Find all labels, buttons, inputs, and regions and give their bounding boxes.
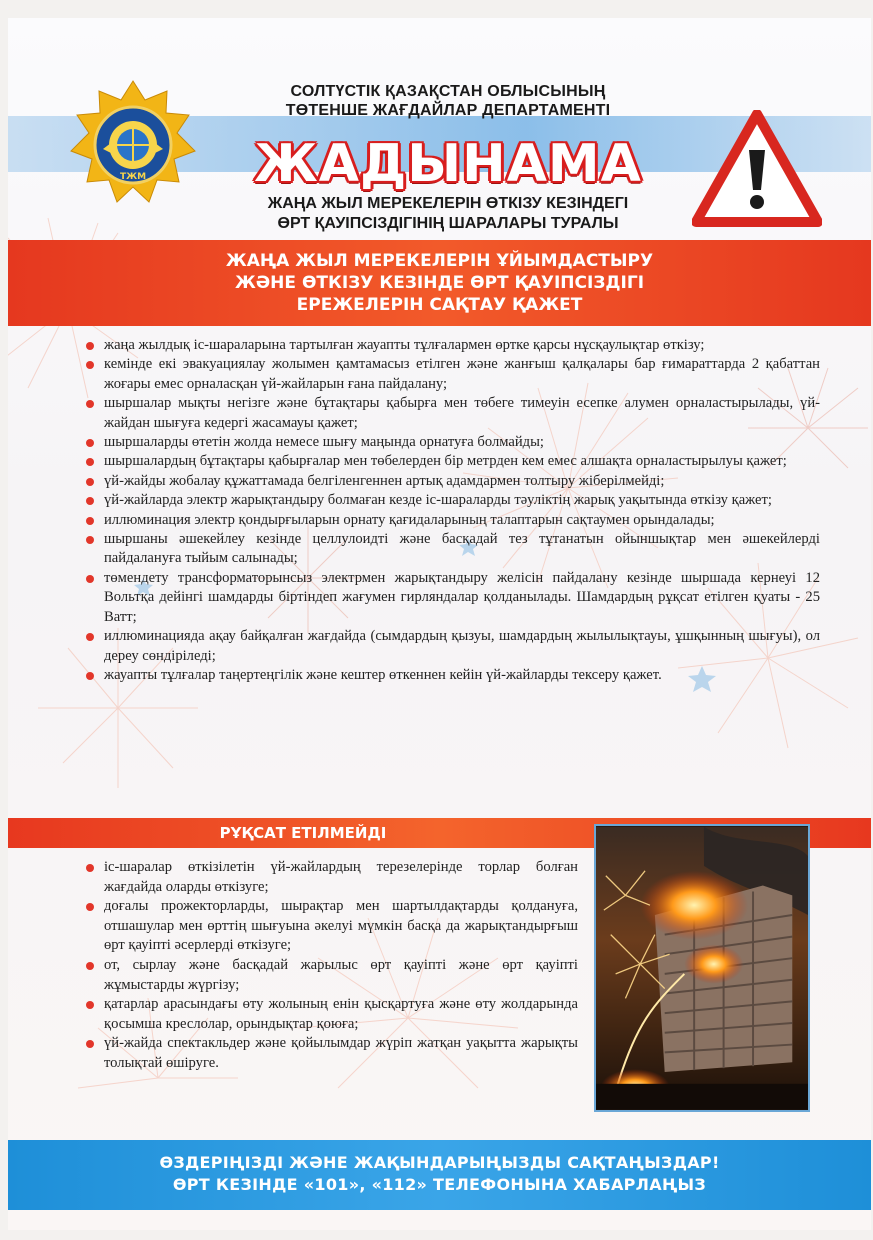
bullet-dot — [86, 497, 94, 505]
bullet-dot — [86, 439, 94, 447]
rule-text: шыршаларды өтетін жолда немесе шығу маңында орнатуға болмайды; — [104, 434, 544, 451]
bullet-dot — [86, 400, 94, 408]
rule-text: иллюминацияда ақау байқалған жағдайда (сымдардың қызуы, шамдардың жылылықтауы, ұшқынның шығуы), ол дереу сөндіріледі; — [104, 628, 820, 664]
forbidden-text: доғалы прожекторларды, шырақтар мен шартылдақтарды қолдануға, отшашулар мен өрттің шығуына әкелуі мүмкін басқа да жарықтандырғыш өрт қауіпті әсерлерді өткізуге; — [104, 898, 578, 954]
rules-banner-line-3: ЕРЕЖЕЛЕРІН САҚТАУ ҚАЖЕТ — [296, 295, 583, 315]
rule-item — [86, 452, 820, 471]
rule-item — [86, 472, 820, 491]
rule-text: шыршалардың бұтақтары қабырғалар мен төбелерден бір метрден кем емес алшақта орналастырылуы қажет; — [104, 453, 787, 470]
forbidden-item — [86, 1034, 578, 1073]
rule-item — [86, 491, 820, 510]
bullet-dot — [86, 1040, 94, 1048]
bullet-dot — [86, 1001, 94, 1009]
leaflet-page — [8, 18, 871, 1230]
department-heading — [218, 82, 678, 120]
forbidden-item — [86, 956, 578, 995]
bullet-dot — [86, 458, 94, 466]
rules-banner — [8, 240, 871, 326]
rule-text: кемінде екі эвакуациялау жолымен қамтамасыз етілген және жанғыш қалқалары бар ғимараттарда 2 қабаттан жоғары емес орналасқан үй-жайларын ғана пайдалану; — [104, 356, 820, 392]
memo-subtitle — [218, 194, 678, 234]
forbidden-title: РҰҚСАТ ЕТІЛМЕЙДІ — [219, 824, 387, 842]
bullet-dot — [86, 633, 94, 641]
bullet-dot — [86, 361, 94, 369]
subtitle-line-2: ӨРТ ҚАУІПСІЗДІГІНІҢ ШАРАЛАРЫ ТУРАЛЫ — [277, 215, 619, 232]
rule-item — [86, 511, 820, 530]
rule-text: үй-жайларда электр жарықтандыру болмаған кезде іс-шараларды тәуліктің жарық уақытында өткізу қажет; — [104, 492, 772, 509]
bullet-dot — [86, 517, 94, 525]
forbidden-text: үй-жайда спектакльдер және қойылымдар жүріп жатқан уақытта жарықты толықтай өшіруге. — [104, 1035, 578, 1071]
warning-sign-icon — [692, 110, 822, 228]
rules-banner-line-2: ЖӘНЕ ӨТКІЗУ КЕЗІНДЕ ӨРТ ҚАУІПСІЗДІГІ — [234, 273, 645, 293]
rule-item — [86, 530, 820, 569]
footer-text — [8, 1152, 871, 1196]
emblem-text: ТЖМ — [119, 172, 147, 182]
bullet-dot — [86, 864, 94, 872]
bullet-dot — [86, 536, 94, 544]
burning-building-photo — [594, 824, 810, 1112]
bullet-dot — [86, 478, 94, 486]
rule-item — [86, 355, 820, 394]
bullet-dot — [86, 342, 94, 350]
forbidden-item — [86, 897, 578, 956]
rule-item — [86, 627, 820, 666]
rule-text: иллюминация электр қондырғыларын орнату қағидаларының талаптарын сақтаумен орындалады; — [104, 511, 715, 528]
rule-item — [86, 336, 820, 355]
rule-item — [86, 394, 820, 433]
rule-item — [86, 666, 820, 685]
rule-text: төмендету трансформаторынсыз электрмен жарықтандыру желісін пайдалану кезінде шыршада кернеуі 12 Вольтқа дейінгі шамдарды біртіндеп жағумен гирляндалар қолданылады. Шамдардың рұқсат етілген қуаты - 25 Ватт; — [104, 569, 820, 625]
footer-line-1: ӨЗДЕРІҢІЗДІ ЖӘНЕ ЖАҚЫНДАРЫҢЫЗДЫ САҚТАҢЫЗДАР! — [159, 1153, 720, 1172]
rule-text: шыршалар мықты негізге және бұтақтары қабырға мен төбеге тимеуін есепке алумен орналастырылады, үй-жайдан шығуға кедергі жасамауы қажет; — [104, 395, 820, 431]
subtitle-line-1: ЖАҢА ЖЫЛ МЕРЕКЕЛЕРІН ӨТКІЗУ КЕЗІНДЕГІ — [267, 195, 629, 212]
rule-text: шыршаны әшекейлеу кезінде целлулоидті және басқадай тез тұтанатын ойыншықтар мен әшекейлерді пайдалануға тыйым салынады; — [104, 531, 820, 567]
rules-banner-line-1: ЖАҢА ЖЫЛ МЕРЕКЕЛЕРІН ҰЙЫМДАСТЫРУ — [225, 251, 654, 271]
memo-title: ЖАДЫНАМА — [254, 134, 642, 194]
rules-list — [86, 336, 820, 685]
forbidden-text: от, сырлау және басқадай жарылыс өрт қауіпті және өрт қауіпті жұмыстарды жүргізу; — [104, 956, 578, 993]
bullet-dot — [86, 575, 94, 583]
footer-line-2: ӨРТ КЕЗІНДЕ «101», «112» ТЕЛЕФОНЫНА ХАБАРЛАҢЫЗ — [172, 1175, 707, 1194]
forbidden-list — [86, 858, 578, 1074]
rule-item — [86, 569, 820, 627]
rule-text: жаңа жылдық іс-шараларына тартылған жауапты тұлғалармен өртке қарсы нұсқаулықтар өткізу; — [104, 337, 705, 353]
rule-item — [86, 433, 820, 452]
rules-banner-text — [8, 250, 871, 316]
footer-banner — [8, 1140, 871, 1210]
department-line-1: СОЛТҮСТІК ҚАЗАҚСТАН ОБЛЫСЫНЫҢ — [290, 83, 606, 100]
rule-text: жауапты тұлғалар таңертеңгілік және кештер өткеннен кейін үй-жайларды тексеру қажет. — [104, 666, 662, 683]
bullet-dot — [86, 672, 94, 680]
forbidden-text: қатарлар арасындағы өту жолының енін қысқартуға және өту жолдарында қосымша креслолар, орындықтар қоюға; — [104, 996, 578, 1032]
forbidden-text: іс-шаралар өткізілетін үй-жайлардың терезелерінде торлар болған жағдайда оларды өткізуге; — [104, 859, 578, 895]
forbidden-item — [86, 858, 578, 897]
department-line-2: ТӨТЕНШЕ ЖАҒДАЙЛАР ДЕПАРТАМЕНТІ — [285, 102, 611, 119]
forbidden-item — [86, 995, 578, 1034]
bullet-dot — [86, 903, 94, 911]
emergency-ministry-emblem — [68, 80, 198, 210]
bullet-dot — [86, 962, 94, 970]
rule-text: үй-жайды жобалау құжаттамада белгіленгеннен артық адамдармен толтыру жіберілмейді; — [104, 472, 665, 489]
